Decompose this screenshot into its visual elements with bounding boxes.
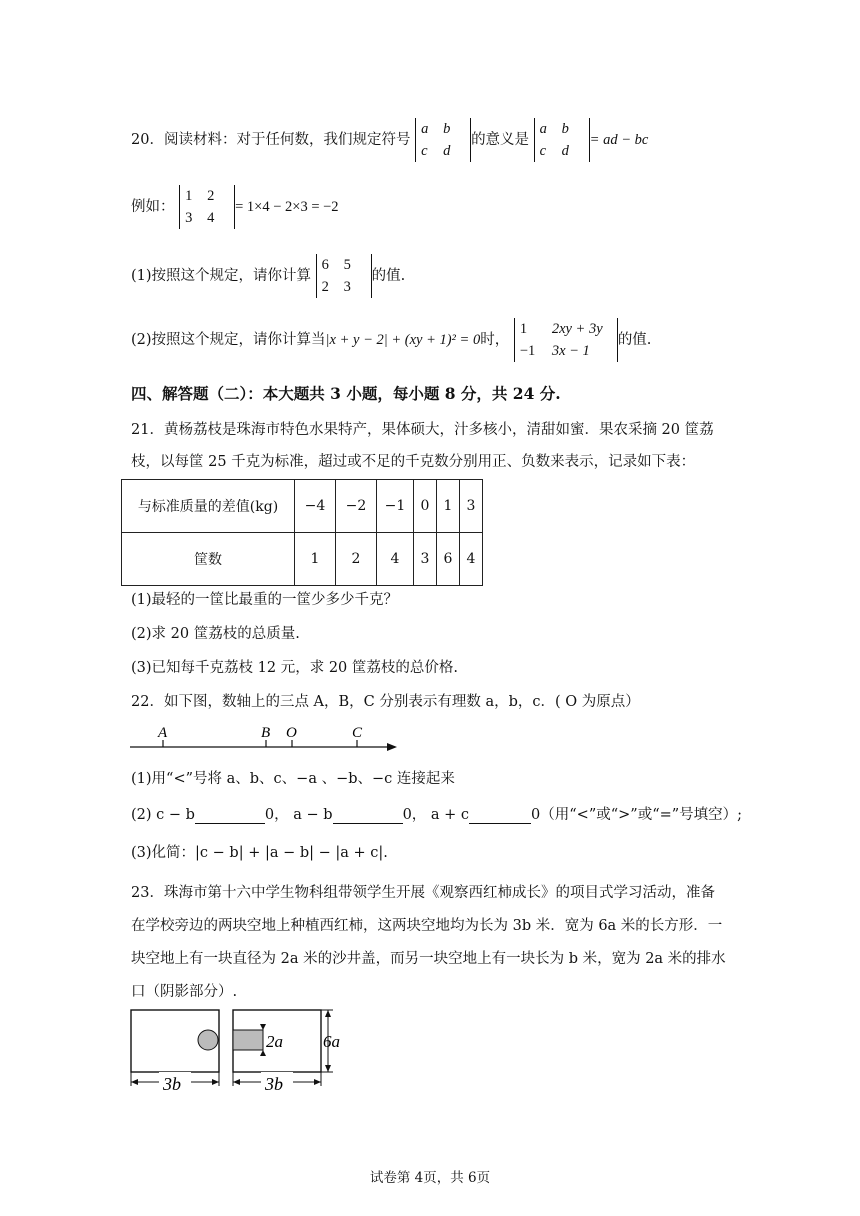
- table-cell: −4: [295, 480, 336, 533]
- table-cell: 4: [460, 533, 483, 586]
- det-part2: 1 2xy + 3y −1 3x − 1: [514, 318, 618, 362]
- answer-blank[interactable]: [469, 809, 531, 824]
- label-6a: 6a: [323, 1032, 340, 1051]
- label-o: O: [286, 725, 297, 741]
- label-3b-right: 3b: [265, 1074, 283, 1094]
- q20-part1: (1)按照这个规定，请你计算 6 5 2 3 的值.: [131, 254, 405, 298]
- det-definition: a b c d: [534, 118, 590, 162]
- q22-part1: (1)用“<”号将 a、b、c、−a 、−b、−c 连接起来: [131, 771, 455, 787]
- q20-part2: (2)按照这个规定，请你计算当|x + y − 2| + (xy + 1)² = 0时， 1 2xy + 3y −1 3x − 1 的值.: [131, 318, 651, 362]
- det-symbol: a b c d: [415, 118, 471, 162]
- q21-part2: (2)求 20 筐荔枝的总质量.: [131, 626, 300, 642]
- q21-part1: (1)最轻的一筐比最重的一筐少多少千克？: [131, 592, 399, 608]
- q20-line1: 20．阅读材料：对于任何数，我们规定符号 a b c d 的意义是 a b c d = ad − bc: [131, 118, 648, 162]
- label-2a: 2a: [266, 1032, 283, 1051]
- q21-table: [121, 479, 483, 586]
- q21-line1: 21．黄杨荔枝是珠海市特色水果特产，果体硕大，汁多核小，清甜如蜜．果农采摘 20 筐荔: [131, 422, 714, 438]
- table-cell: 3: [414, 533, 437, 586]
- table-cell: −2: [336, 480, 377, 533]
- table-cell: 4: [377, 533, 414, 586]
- table-header-cell: 与标准质量的差值(kg): [122, 480, 295, 533]
- table-cell: 3: [460, 480, 483, 533]
- q21-part3: (3)已知每千克荔枝 12 元，求 20 筐荔枝的总价格.: [131, 660, 458, 676]
- q23-line1: 23．珠海市第十六中学生物科组带领学生开展《观察西红柿成长》的项目式学习活动，准备: [131, 885, 715, 901]
- answer-blank[interactable]: [333, 809, 403, 824]
- table-cell: 1: [295, 533, 336, 586]
- q23-line4: 口（阴影部分）.: [131, 984, 238, 1000]
- manhole-cover: [198, 1030, 218, 1050]
- q22-part3: (3)化简：|c − b| + |a − b| − |a + c|.: [131, 845, 388, 861]
- label-3b-left: 3b: [163, 1074, 181, 1094]
- table-cell: 2: [336, 533, 377, 586]
- page-footer: 试卷第 4页，共 6页: [369, 1170, 491, 1186]
- q23-line2: 在学校旁边的两块空地上种植西红柿，这两块空地均为长为 3b 米．宽为 6a 米的长方形．一: [131, 918, 723, 934]
- number-line: [125, 722, 405, 756]
- label-b: B: [261, 725, 271, 741]
- answer-blank[interactable]: [195, 809, 265, 824]
- label-c: C: [352, 725, 363, 741]
- q22-part2: (2) c − b 0， a − b 0， a + c 0（用“<”或“>”或“=”号填空）;: [131, 807, 743, 823]
- table-row: [122, 533, 483, 586]
- q23-line3: 块空地上有一块直径为 2a 米的沙井盖，而另一块空地上有一块长为 b 米，宽为 2a 米的排水: [131, 951, 726, 967]
- table-cell: 6: [437, 533, 460, 586]
- table-cell: 1: [437, 480, 460, 533]
- table-cell: −1: [377, 480, 414, 533]
- det-part1: 6 5 2 3: [316, 254, 372, 298]
- label-a: A: [158, 725, 168, 741]
- section-title: 四、解答题（二）：本大题共 3 小题，每小题 8 分，共 24 分.: [131, 384, 561, 403]
- q21-line2: 枝，以每筐 25 千克为标准，超过或不足的千克数分别用正、负数来表示，记录如下表：: [131, 454, 696, 470]
- q23-figure: [125, 1006, 365, 1096]
- table-header-cell: 筐数: [122, 533, 295, 586]
- drain-outlet: [233, 1030, 263, 1050]
- q22-line1: 22．如下图，数轴上的三点 A，B，C 分别表示有理数 a，b，c．( O 为原点）: [131, 694, 640, 710]
- table-row: [122, 480, 483, 533]
- table-cell: 0: [414, 480, 437, 533]
- q20-example: 例如： 1 2 3 4 = 1×4 − 2×3 = −2: [131, 185, 339, 229]
- det-example: 1 2 3 4: [179, 185, 235, 229]
